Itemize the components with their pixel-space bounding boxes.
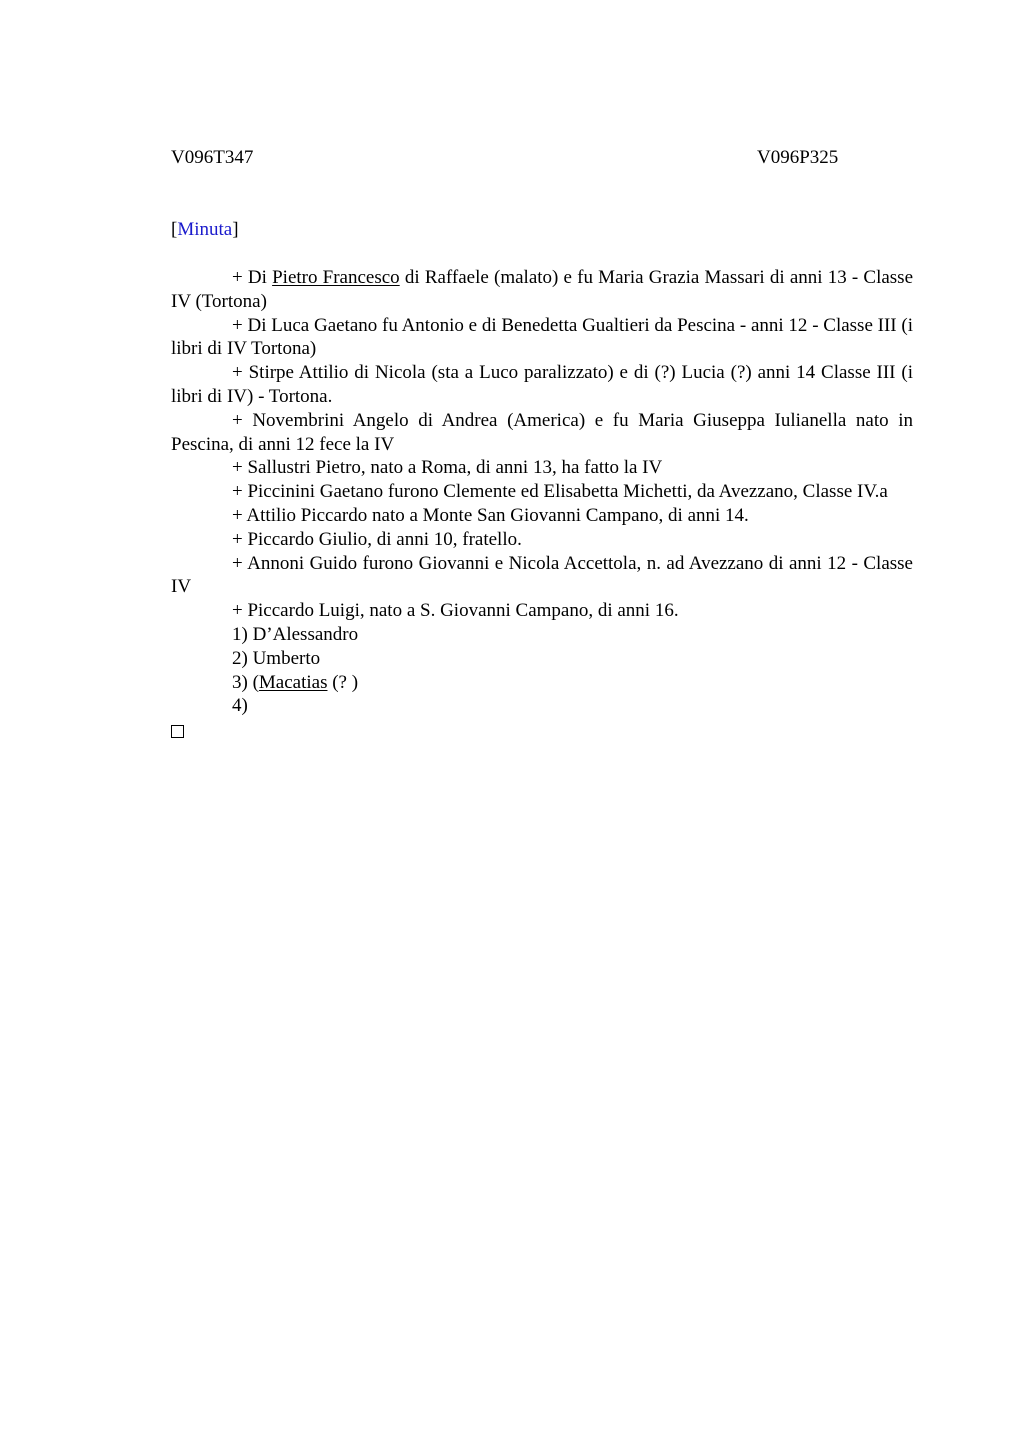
numbered-item: 4) xyxy=(232,695,248,717)
numbered-item: 1) D’Alessandro xyxy=(232,623,359,645)
document-body xyxy=(171,266,913,738)
list-item: + Di Luca Gaetano fu Antonio e di Benedetta Gualtieri da Pescina - anni 12 - Classe III (i libri di IV Tortona) xyxy=(171,314,913,360)
document-code-left: V096T347 xyxy=(171,147,254,168)
list-item: + Piccinini Gaetano furono Clemente ed Elisabetta Michetti, da Avezzano, Classe IV.a xyxy=(232,481,888,503)
document-code-right: V096P325 xyxy=(757,147,839,168)
list-item: + Attilio Piccardo nato a Monte San Giovanni Campano, di anni 14. xyxy=(232,504,749,526)
list-item: + Annoni Guido furono Giovanni e Nicola Accettola, n. ad Avezzano di anni 12 - Classe IV xyxy=(171,552,913,598)
end-marker-box-icon xyxy=(171,725,184,738)
list-item: + Piccardo Luigi, nato a S. Giovanni Campano, di anni 16. xyxy=(232,600,679,622)
underlined-name: Macatias xyxy=(258,671,328,693)
list-item: + Novembrini Angelo di Andrea (America) e fu Maria Giuseppa Iulianella nato in Pescina, di anni 12 fece la IV xyxy=(171,409,913,455)
numbered-item: 3) (Macatias (? ) xyxy=(232,671,359,693)
list-item: + Sallustri Pietro, nato a Roma, di anni 13, ha fatto la IV xyxy=(232,457,663,479)
numbered-item: 2) Umberto xyxy=(232,647,321,669)
bracket-open: [ xyxy=(171,219,178,240)
list-item: + Stirpe Attilio di Nicola (sta a Luco paralizzato) e di (?) Lucia (?) anni 14 Classe III (i libri di IV) - Tortona. xyxy=(171,362,913,407)
list-item: + Piccardo Giulio, di anni 10, fratello. xyxy=(232,528,522,550)
page-header xyxy=(171,146,913,170)
underlined-name: Pietro Francesco xyxy=(272,267,400,288)
minuta-label xyxy=(171,218,239,242)
bracket-close: ] xyxy=(232,219,239,240)
minuta-link[interactable]: Minuta xyxy=(177,219,233,240)
list-item: + Di Pietro Francesco di Raffaele (malato) e fu Maria Grazia Massari di anni 13 - Classe IV (Tortona) xyxy=(171,267,914,312)
